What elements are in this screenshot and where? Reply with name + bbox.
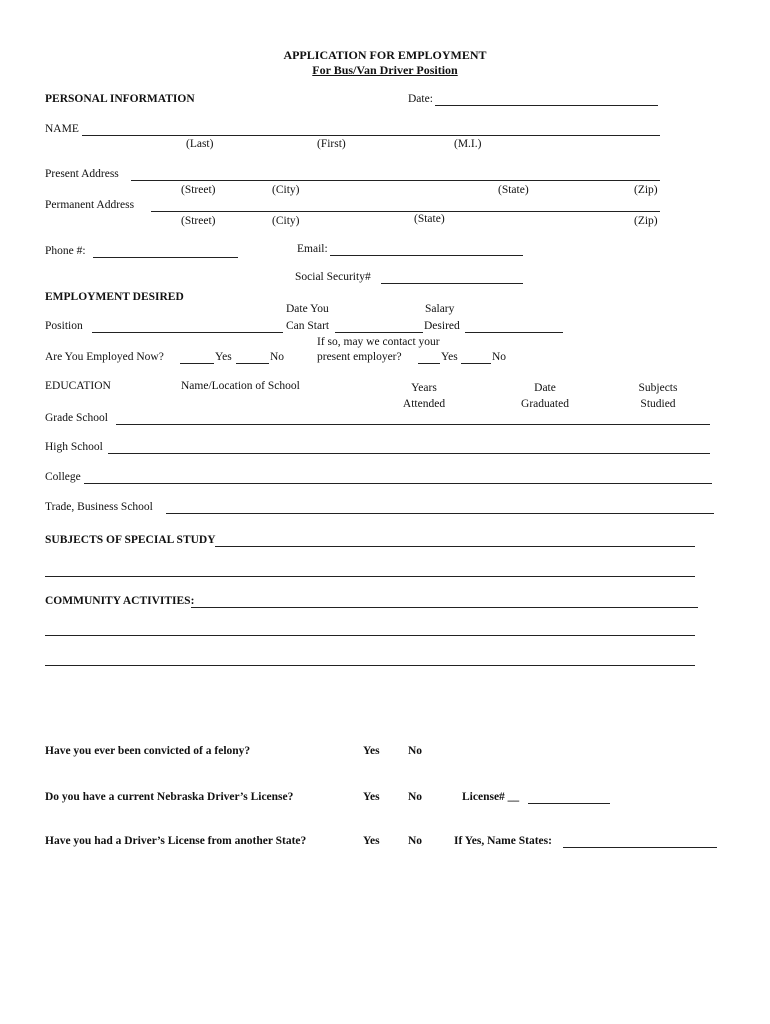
community-field-1[interactable] <box>191 607 698 608</box>
college-field[interactable] <box>84 483 712 484</box>
trade-school-label: Trade, Business School <box>45 501 153 513</box>
felony-no-option[interactable]: No <box>408 745 423 757</box>
nebraska-license-no-option[interactable]: No <box>408 791 423 803</box>
desired-label: Desired <box>424 320 460 332</box>
community-activities-label: COMMUNITY ACTIVITIES: <box>45 595 195 607</box>
date-caption: Date <box>534 382 556 394</box>
date-field[interactable] <box>435 105 658 106</box>
salary-field[interactable] <box>465 332 563 333</box>
trade-school-field[interactable] <box>166 513 714 514</box>
email-field[interactable] <box>330 255 523 256</box>
high-school-field[interactable] <box>108 453 710 454</box>
present-street-caption: (Street) <box>181 184 216 196</box>
studied-caption: Studied <box>640 398 676 410</box>
contact-yes-label: Yes <box>441 351 458 363</box>
employed-yes-label: Yes <box>215 351 232 363</box>
years-caption: Years <box>411 382 437 394</box>
employed-yes-field[interactable] <box>180 363 214 364</box>
ssn-field[interactable] <box>381 283 523 284</box>
subjects-caption: Subjects <box>638 382 678 394</box>
special-study-field-1[interactable] <box>215 546 695 547</box>
present-state-caption: (State) <box>498 184 529 196</box>
school-column-header: Name/Location of School <box>181 380 300 392</box>
position-label: Position <box>45 320 83 332</box>
ssn-label: Social Security# <box>295 271 371 283</box>
contact-line-2: present employer? <box>317 351 402 363</box>
employed-no-field[interactable] <box>236 363 269 364</box>
employed-now-label: Are You Employed Now? <box>45 351 164 363</box>
license-number-field[interactable] <box>528 803 610 804</box>
grade-school-label: Grade School <box>45 412 108 424</box>
present-zip-caption: (Zip) <box>634 184 658 196</box>
years-column-header <box>392 380 456 412</box>
other-state-license-question: Have you had a Driver’s License from another State? <box>45 835 307 847</box>
personal-info-heading: PERSONAL INFORMATION <box>45 93 195 105</box>
contact-yes-field[interactable] <box>418 363 440 364</box>
community-field-3[interactable] <box>45 665 695 666</box>
employment-heading: EMPLOYMENT DESIRED <box>45 291 184 303</box>
special-study-label: SUBJECTS OF SPECIAL STUDY <box>45 534 216 546</box>
contact-no-field[interactable] <box>461 363 491 364</box>
employed-no-label: No <box>270 351 285 363</box>
form-subtitle: For Bus/Van Driver Position <box>312 63 458 77</box>
can-start-label: Can Start <box>286 320 330 332</box>
other-state-yes-option[interactable]: Yes <box>363 835 380 847</box>
date-label: Date: <box>408 93 433 105</box>
position-field[interactable] <box>92 332 283 333</box>
permanent-city-caption: (City) <box>272 215 300 227</box>
name-label: NAME <box>45 123 79 135</box>
phone-field[interactable] <box>93 257 238 258</box>
graduated-column-header <box>510 380 580 412</box>
present-address-label: Present Address <box>45 168 119 180</box>
form-title: APPLICATION FOR EMPLOYMENT <box>283 48 487 62</box>
contact-no-label: No <box>492 351 507 363</box>
contact-line-1: If so, may we contact your <box>317 336 440 348</box>
states-label: If Yes, Name States: <box>454 835 552 847</box>
special-study-field-2[interactable] <box>45 576 695 577</box>
felony-yes-option[interactable]: Yes <box>363 745 380 757</box>
high-school-label: High School <box>45 441 103 453</box>
date-you-caption: Date You <box>286 303 329 315</box>
nebraska-license-question: Do you have a current Nebraska Driver’s License? <box>45 791 294 803</box>
permanent-address-label: Permanent Address <box>45 199 135 211</box>
permanent-zip-caption: (Zip) <box>634 215 658 227</box>
email-label: Email: <box>297 243 328 255</box>
last-caption: (Last) <box>186 138 214 150</box>
felony-question: Have you ever been convicted of a felony? <box>45 745 251 757</box>
attended-caption: Attended <box>402 398 446 410</box>
subjects-column-header <box>626 380 690 412</box>
mi-caption: (M.I.) <box>454 138 482 150</box>
other-state-no-option[interactable]: No <box>408 835 423 847</box>
graduated-caption: Graduated <box>521 398 569 410</box>
first-caption: (First) <box>317 138 346 150</box>
nebraska-license-yes-option[interactable]: Yes <box>363 791 380 803</box>
salary-caption: Salary <box>425 303 455 315</box>
community-field-2[interactable] <box>45 635 695 636</box>
permanent-street-caption: (Street) <box>181 215 216 227</box>
permanent-address-field[interactable] <box>151 211 660 212</box>
present-city-caption: (City) <box>272 184 300 196</box>
education-heading: EDUCATION <box>45 380 111 392</box>
present-address-field[interactable] <box>131 180 660 181</box>
phone-label: Phone #: <box>45 245 86 257</box>
start-date-field[interactable] <box>335 332 423 333</box>
name-field[interactable] <box>82 135 660 136</box>
college-label: College <box>45 471 81 483</box>
permanent-state-caption: (State) <box>414 213 445 225</box>
license-number-label: License# __ <box>462 791 520 803</box>
grade-school-field[interactable] <box>116 424 710 425</box>
states-field[interactable] <box>563 847 717 848</box>
